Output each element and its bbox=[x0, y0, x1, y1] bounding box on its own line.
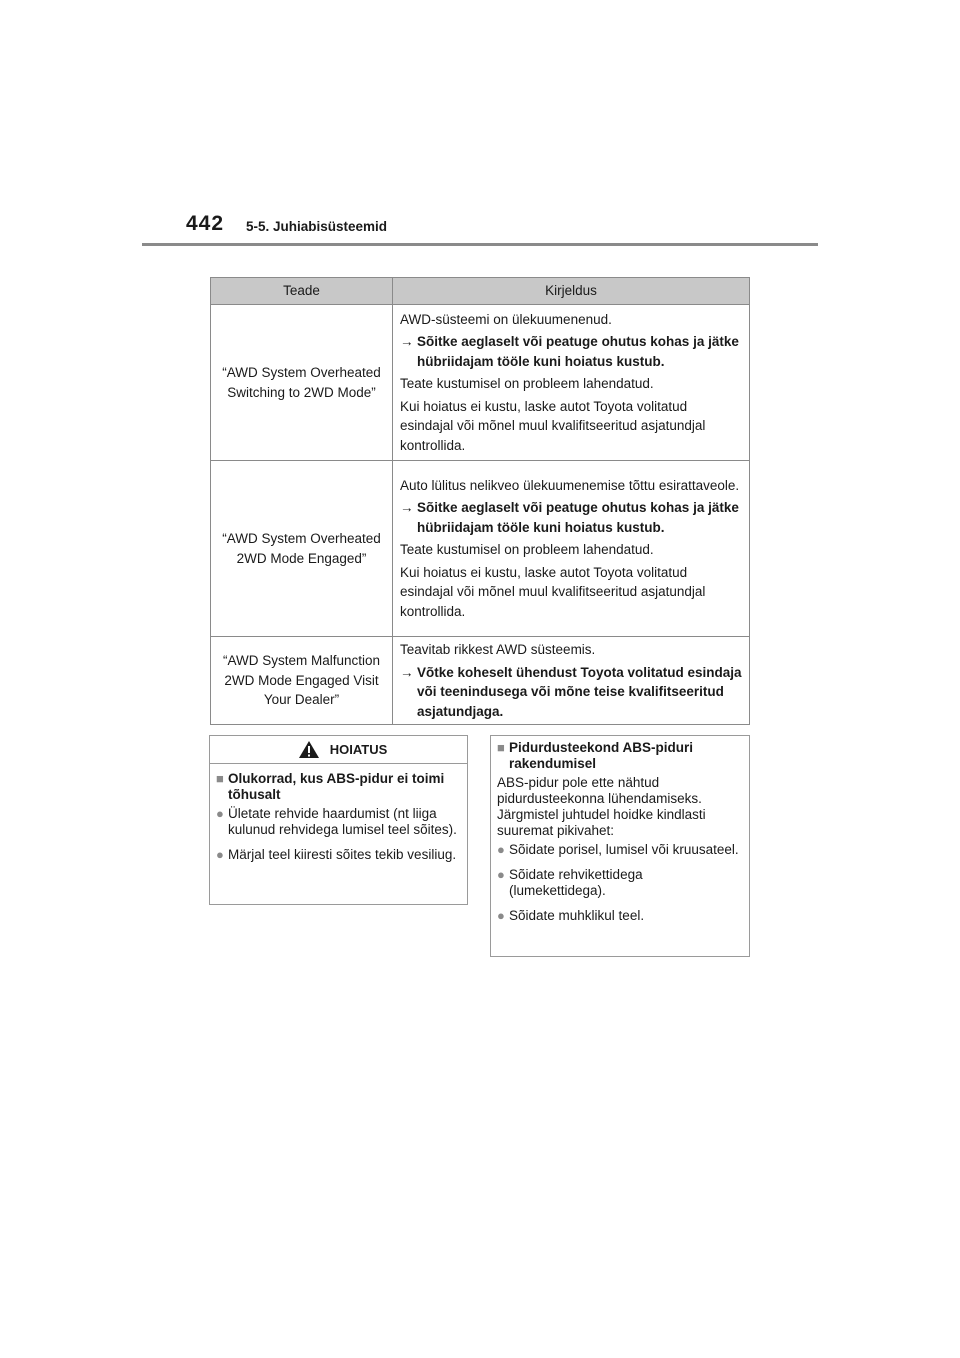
arrow-icon: → bbox=[400, 334, 414, 350]
info-box bbox=[490, 735, 750, 957]
list-item-text: Märjal teel kiiresti sõites tekib vesiliug. bbox=[228, 847, 457, 862]
bullet-dot-icon: ● bbox=[497, 842, 505, 857]
info-paragraph: ABS-pidur pole ette nähtud pidurdusteekonna lühendamiseks. Järgmistel juhtudel hoidke kindlasti suuremat pikivahet: bbox=[497, 775, 706, 838]
list-item bbox=[497, 867, 741, 899]
message-cell: “AWD System Overheated 2WD Mode Engaged” bbox=[211, 461, 393, 637]
action-line bbox=[400, 332, 743, 371]
section-title: 5-5. Juhiabisüsteemid bbox=[246, 219, 388, 234]
arrow-icon: → bbox=[400, 500, 414, 516]
page-number: 442 bbox=[186, 212, 225, 235]
warning-body bbox=[210, 764, 467, 863]
table-row bbox=[211, 461, 750, 637]
bullet-dot-icon: ● bbox=[497, 867, 505, 882]
column-header-description: Kirjeldus bbox=[393, 278, 750, 305]
warning-heading-text: Olukorrad, kus ABS-pidur ei toimi tõhusalt bbox=[228, 771, 445, 802]
info-heading bbox=[497, 740, 741, 772]
action-line bbox=[400, 498, 743, 537]
action-text: Sõitke aeglaselt või peatuge ohutus kohas ja jätke hübriidajam tööle kuni hoiatus kustub. bbox=[417, 334, 739, 369]
warning-title: HOIATUS bbox=[329, 741, 388, 757]
warning-header bbox=[210, 736, 467, 764]
description-text: Teate kustumisel on probleem lahendatud. bbox=[400, 376, 654, 392]
info-heading-text: Pidurdusteekond ABS-piduri rakendumisel bbox=[509, 740, 694, 771]
description-cell bbox=[393, 305, 750, 461]
warning-box bbox=[209, 735, 468, 905]
column-header-message: Teade bbox=[211, 278, 393, 305]
message-cell: “AWD System Overheated Switching to 2WD Mode” bbox=[211, 305, 393, 461]
list-item bbox=[497, 908, 741, 924]
list-item bbox=[497, 842, 741, 858]
description-text: AWD-süsteemi on ülekuumenenud. bbox=[400, 311, 612, 327]
table-row bbox=[211, 305, 750, 461]
table-row bbox=[211, 637, 750, 725]
arrow-icon: → bbox=[400, 664, 414, 680]
description-text: Kui hoiatus ei kustu, laske autot Toyota volitatud esindajal või mõnel muul kvalifitseeritud asjatundjal kontrollida. bbox=[400, 398, 706, 453]
bullet-dot-icon: ● bbox=[216, 806, 224, 821]
list-item-text: Sõidate rehvikettidega (lumekettidega). bbox=[509, 867, 643, 898]
list-item-text: Sõidate muhklikul teel. bbox=[509, 908, 645, 923]
header-rule bbox=[142, 243, 818, 246]
table-header-row bbox=[211, 278, 750, 305]
action-line bbox=[400, 663, 743, 722]
action-text: Sõitke aeglaselt või peatuge ohutus kohas ja jätke hübriidajam tööle kuni hoiatus kustub. bbox=[417, 500, 739, 535]
description-text: Teate kustumisel on probleem lahendatud. bbox=[400, 542, 654, 558]
description-text: Auto lülitus nelikveo ülekuumenemise tõttu esirattaveole. bbox=[400, 477, 740, 493]
square-bullet-icon: ■ bbox=[497, 740, 505, 755]
list-item bbox=[216, 806, 457, 838]
warning-triangle-icon bbox=[298, 740, 320, 759]
description-text: Kui hoiatus ei kustu, laske autot Toyota volitatud esindajal või mõnel muul kvalifitseeritud asjatundjal kontrollida. bbox=[400, 564, 706, 619]
list-item bbox=[216, 847, 457, 863]
warning-heading bbox=[216, 771, 457, 803]
description-cell bbox=[393, 461, 750, 637]
message-cell: “AWD System Malfunction 2WD Mode Engaged Visit Your Dealer” bbox=[211, 637, 393, 725]
description-text: Teavitab rikkest AWD süsteemis. bbox=[400, 642, 596, 657]
message-table bbox=[210, 277, 750, 725]
description-cell bbox=[393, 637, 750, 725]
square-bullet-icon: ■ bbox=[216, 771, 224, 786]
bullet-dot-icon: ● bbox=[497, 908, 505, 923]
bullet-dot-icon: ● bbox=[216, 847, 224, 862]
action-text: Võtke koheselt ühendust Toyota volitatud esindaja või teenindusega või mõne teise kvalifitseeritud asjatundjaga. bbox=[417, 664, 742, 719]
list-item-text: Ületate rehvide haardumist (nt liiga kulunud rehvidega lumisel teel sõites). bbox=[228, 806, 457, 837]
list-item-text: Sõidate porisel, lumisel või kruusateel. bbox=[509, 842, 739, 857]
